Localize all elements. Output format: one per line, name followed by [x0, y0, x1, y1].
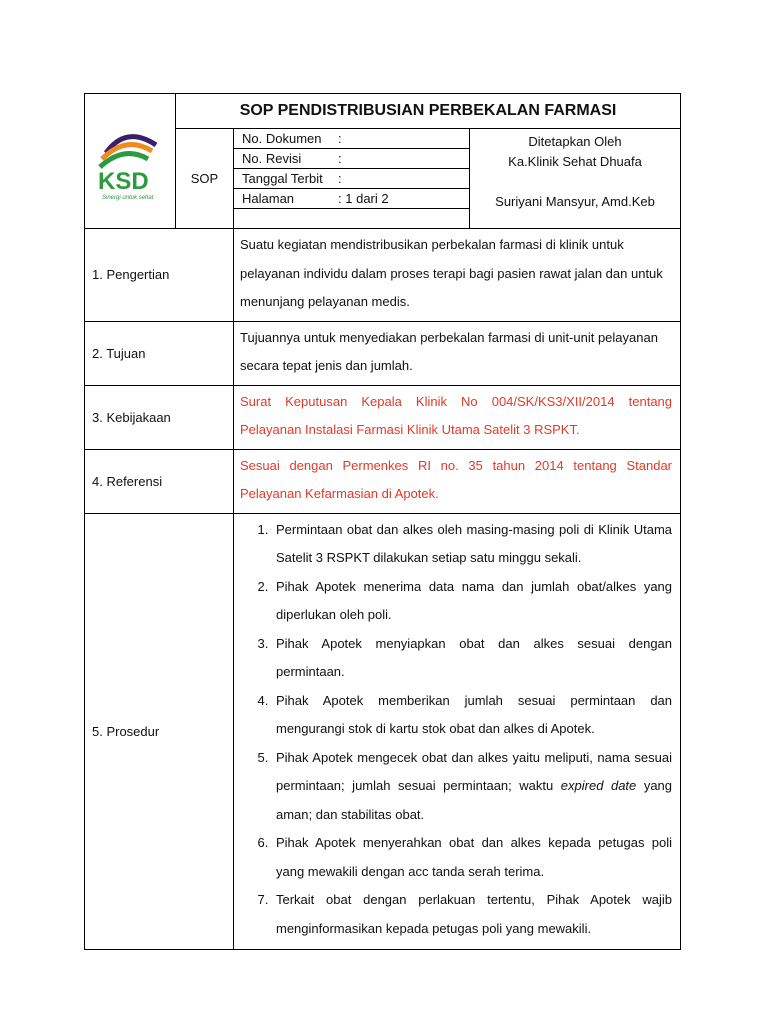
- procedure-step: 5. Pihak Apotek mengecek obat dan alkes yaitu meliputi, nama sesuai permintaan; jumlah sesuai permintaan; waktu expired date yang aman; dan stabilitas obat.: [272, 744, 672, 830]
- procedure-step: 3. Pihak Apotek menyiapkan obat dan alkes sesuai dengan permintaan.: [272, 630, 672, 687]
- sop-label: SOP: [176, 129, 234, 229]
- section-label-kebijakan: 3. Kebijakaan: [85, 385, 234, 449]
- procedure-step: 2. Pihak Apotek menerima data nama dan jumlah obat/alkes yang diperlukan oleh poli.: [272, 573, 672, 630]
- approval-line1: Ditetapkan Oleh: [528, 133, 622, 149]
- expired-date-emphasis: expired date: [560, 778, 637, 793]
- meta-empty: [234, 209, 470, 229]
- approval-block: [470, 129, 681, 229]
- section-text-kebijakan: Surat Keputusan Kepala Klinik No 004/SK/KS3/XII/2014 tentang Pelayanan Instalasi Farmasi Klinik Utama Satelit 3 RSPKT.: [234, 385, 681, 449]
- logo-cell: [85, 94, 176, 229]
- section-label-prosedur: 5. Prosedur: [85, 513, 234, 950]
- meta-halaman: Halaman : 1 dari 2: [234, 189, 470, 209]
- meta-no-revisi: No. Revisi :: [234, 149, 470, 169]
- procedure-list: [240, 516, 672, 944]
- procedure-cell: [234, 513, 681, 950]
- sop-document: [84, 93, 680, 950]
- section-text-referensi: Sesuai dengan Permenkes RI no. 35 tahun 2014 tentang Standar Pelayanan Kefarmasian di Apotek.: [234, 449, 681, 513]
- logo-text: KSD: [98, 167, 149, 195]
- document-title: SOP PENDISTRIBUSIAN PERBEKALAN FARMASI: [176, 94, 681, 129]
- section-text-tujuan: Tujuannya untuk menyediakan perbekalan farmasi di unit-unit pelayanan secara tepat jenis dan jumlah.: [234, 321, 681, 385]
- section-label-tujuan: 2. Tujuan: [85, 321, 234, 385]
- procedure-step: 7. Terkait obat dengan perlakuan tertentu, Pihak Apotek wajib menginformasikan kepada petugas poli yang mewakili.: [272, 886, 672, 943]
- section-label-referensi: 4. Referensi: [85, 449, 234, 513]
- approval-signatory: Suriyani Mansyur, Amd.Keb: [495, 193, 655, 209]
- ksd-logo: [86, 115, 174, 205]
- procedure-step: 4. Pihak Apotek memberikan jumlah sesuai permintaan dan mengurangi stok di kartu stok obat dan alkes di Apotek.: [272, 687, 672, 744]
- logo-tagline: Sinergi untuk sehat: [102, 194, 154, 201]
- sop-table: [84, 93, 681, 950]
- section-label-pengertian: 1. Pengertian: [85, 229, 234, 322]
- procedure-step: 1. Permintaan obat dan alkes oleh masing-masing poli di Klinik Utama Satelit 3 RSPKT dilakukan setiap satu minggu sekali.: [272, 516, 672, 573]
- approval-line2: Ka.Klinik Sehat Dhuafa: [508, 153, 642, 169]
- meta-tanggal-terbit: Tanggal Terbit :: [234, 169, 470, 189]
- section-text-pengertian: Suatu kegiatan mendistribusikan perbekalan farmasi di klinik untuk pelayanan individu dalam proses terapi bagi pasien rawat jalan dan untuk menunjang pelayanan medis.: [234, 229, 681, 322]
- procedure-step: 6. Pihak Apotek menyerahkan obat dan alkes kepada petugas poli yang mewakili dengan acc tanda serah terima.: [272, 829, 672, 886]
- meta-no-dokumen: No. Dokumen :: [234, 129, 470, 149]
